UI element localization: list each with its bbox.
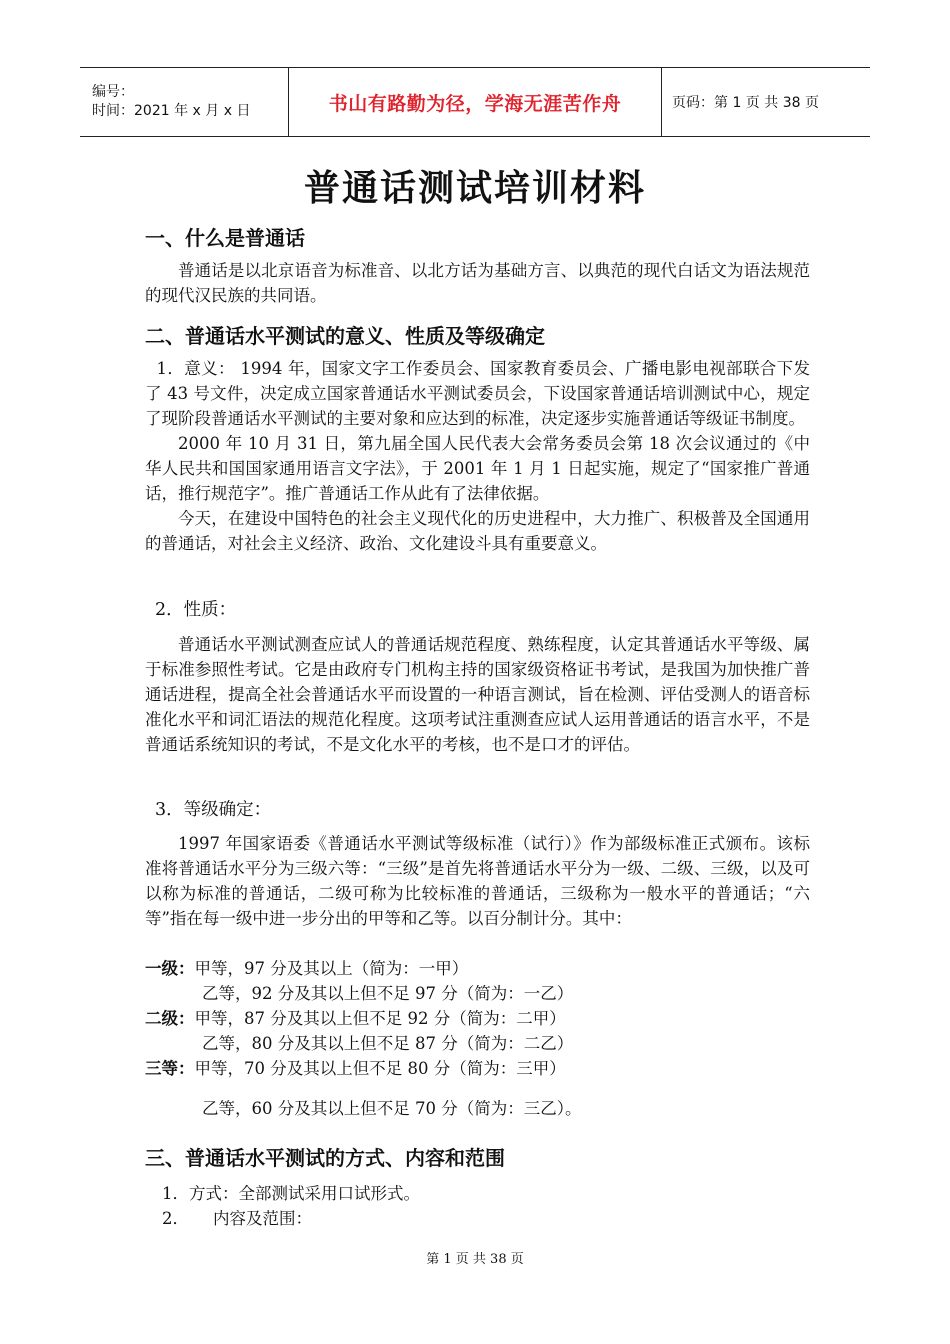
page-footer: 第 1 页 共 38 页 <box>426 1252 524 1267</box>
level-row-1 <box>145 956 468 981</box>
number-label: 编号： <box>92 84 134 100</box>
item-text: 内容及范围： <box>213 1209 312 1228</box>
level-row-3 <box>145 1006 566 1031</box>
item-number: 2． <box>162 1209 189 1228</box>
meaning-paragraph-3: 今天，在建设中国特色的社会主义现代化的历史进程中，大力推广、积极普及全国通用的普通话，对社会主义经济、政治、文化建设斗具有重要意义。 <box>145 509 810 553</box>
grade-block <box>145 831 810 931</box>
section1-text: 普通话是以北京语音为标准音、以北方话为基础方言、以典范的现代白话文为语法规范的现代汉民族的共同语。 <box>145 261 810 305</box>
section3-heading: 三、普通话水平测试的方式、内容和范围 <box>145 1146 505 1170</box>
page-title: 普通话测试培训材料 <box>303 168 646 209</box>
meaning-paragraph-1: 1．意义： 1994 年，国家文字工作委员会、国家教育委员会、广播电影电视部联合下发了 43 号文件，决定成立国家普通话水平测试委员会，下设国家普通话培训测试中心，规定了现阶段普通话水平测试的主要对象和应达到的标准，决定逐步实施普通话等级证书制度。 <box>145 359 810 428</box>
grade-paragraph: 1997 年国家语委《普通话水平测试等级标准（试行）》作为部级标准正式颁布。该标准将普通话水平分为三级六等：“三级”是首先将普通话水平分为一级、二级、三级，以及可以称为标准的普通话，二级可称为比较标准的普通话，三级称为一般水平的普通话；“六等”指在每一级中进一步分出的甲等和乙等。以百分制计分。其中： <box>145 834 810 928</box>
header-motto-cell <box>288 68 662 136</box>
section1-paragraph <box>145 258 810 308</box>
level-row-4 <box>202 1031 573 1056</box>
level-text: 甲等，70 分及其以上但不足 80 分（简为：三甲） <box>194 1059 566 1078</box>
nature-block <box>145 632 810 757</box>
level-label: 一级： <box>145 959 195 978</box>
header-page-info <box>662 68 819 136</box>
level-row-2 <box>202 981 573 1006</box>
grade-heading: 3．等级确定： <box>155 800 272 820</box>
time-label: 时间：2021 年 x 月 x 日 <box>92 103 251 119</box>
level-text: 乙等，60 分及其以上但不足 70 分（简为：三乙）。 <box>202 1099 582 1118</box>
level-text: 甲等，97 分及其以上（简为：一甲） <box>194 959 469 978</box>
section2-heading: 二、普通话水平测试的意义、性质及等级确定 <box>145 324 545 348</box>
header-meta <box>80 68 288 136</box>
nature-heading: 2．性质： <box>155 600 237 620</box>
level-row-6 <box>202 1096 581 1121</box>
level-text: 甲等，87 分及其以上但不足 92 分（简为：二甲） <box>194 1009 566 1028</box>
level-label: 三等： <box>145 1059 195 1078</box>
level-row-5 <box>145 1056 566 1081</box>
nature-paragraph: 普通话水平测试测查应试人的普通话规范程度、熟练程度，认定其普通话水平等级、属于标准参照性考试。它是由政府专门机构主持的国家级资格证书考试，是我国为加快推广普通话进程，提高全社会普通话水平而设置的一种语言测试，旨在检测、评估受测人的语音标准化水平和词汇语法的规范化程度。这项考试注重测查应试人运用普通话的语言水平，不是普通话系统知识的考试，不是文化水平的考核，也不是口才的评估。 <box>145 635 810 754</box>
level-text: 乙等，92 分及其以上但不足 97 分（简为：一乙） <box>202 984 574 1003</box>
document-header <box>80 67 870 137</box>
section3-item-1: 1．方式：全部测试采用口试形式。 <box>162 1184 420 1203</box>
meaning-paragraph-2: 2000 年 10 月 31 日，第九届全国人民代表大会常务委员会第 18 次会议通过的《中华人民共和国国家通用语言文字法》，于 2001 年 1 月 1 日起实施，规定了“国家推广普通话，推行规范字”。推广普通话工作从此有了法律依据。 <box>145 434 810 503</box>
section1-heading: 一、什么是普通话 <box>145 226 305 250</box>
page-info: 页码：第 1 页 共 38 页 <box>672 95 819 111</box>
level-text: 乙等，80 分及其以上但不足 87 分（简为：二乙） <box>202 1034 574 1053</box>
section3-item-2 <box>162 1206 312 1231</box>
level-label: 二级： <box>145 1009 195 1028</box>
motto: 书山有路勤为径，学海无涯苦作舟 <box>328 92 622 115</box>
meaning-block <box>145 356 810 556</box>
